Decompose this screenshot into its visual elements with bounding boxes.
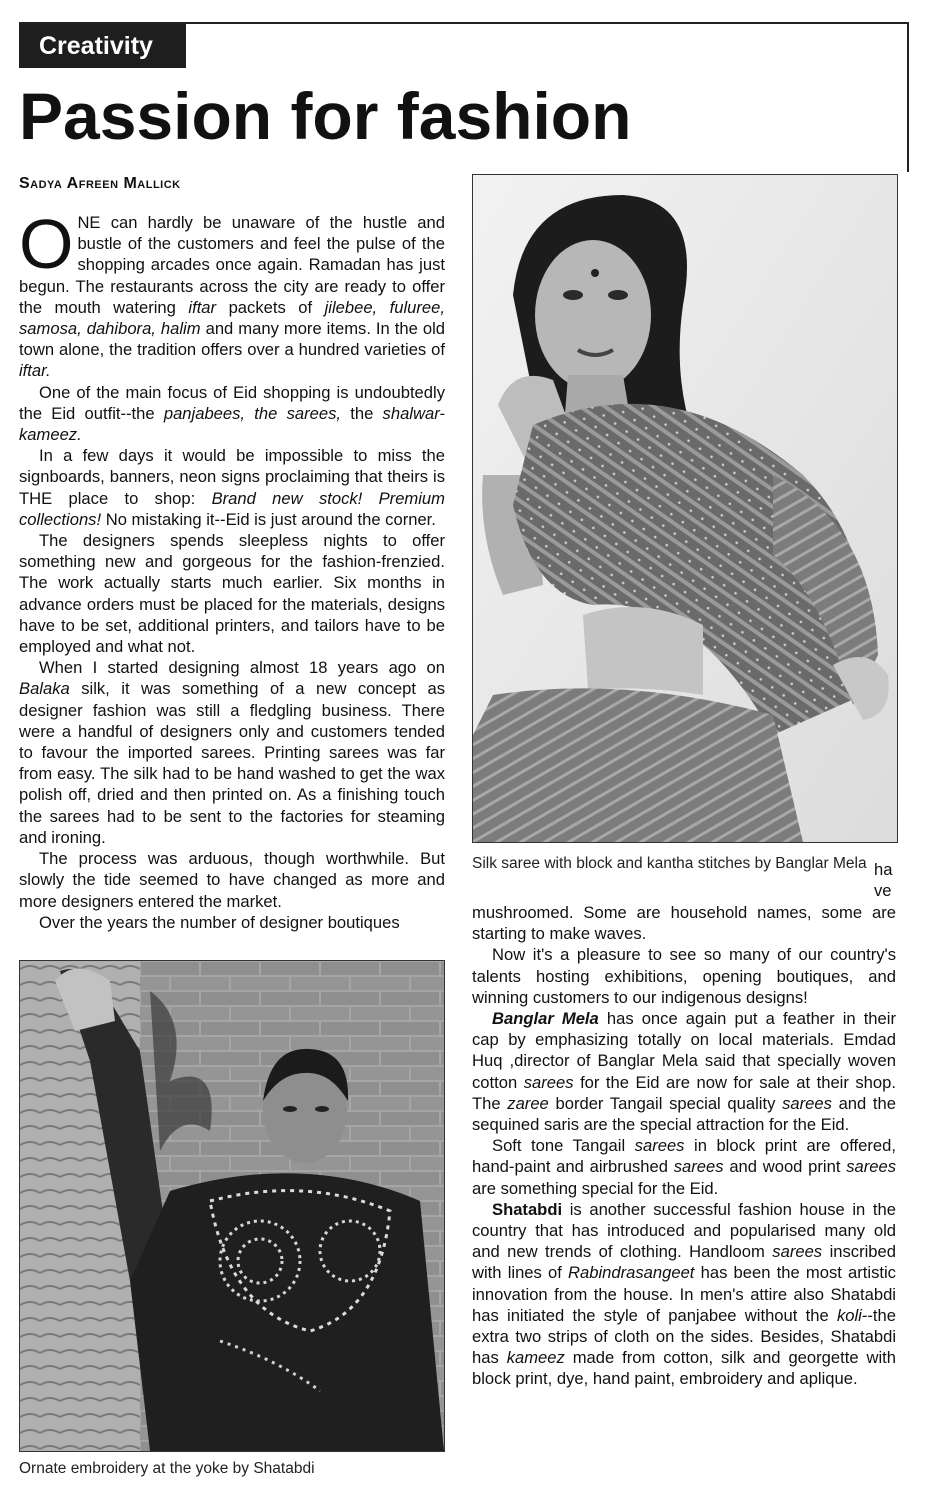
headline: Passion for fashion xyxy=(19,79,632,153)
paragraph-11: Soft tone Tangail sarees in block print are offered, hand-paint and airbrushed sarees and wood print sarees are something special for the Eid. xyxy=(472,1136,896,1198)
right-rule xyxy=(907,22,909,172)
paragraph-4: The designers spends sleepless nights to offer something new and gorgeous for the fashion-frenzied. The work actually starts much earlier. Six months in advance orders must be placed for the materials, designs have to be set, additional printers, and tailors have to be employed and what not. xyxy=(19,531,445,657)
saree-photo xyxy=(472,174,898,843)
text-fragment-a: ha xyxy=(874,860,893,879)
section-label: Creativity xyxy=(19,24,186,68)
paragraph-10: Banglar Mela has once again put a feather in their cap by emphasizing totally on local materials. Emdad Huq ,director of Banglar Mela said that specially woven cotton sarees for the Eid are now for sale at their shop. The zaree border Tangail special quality sarees and the sequined saris are the special attraction for the Eid. xyxy=(472,1009,896,1135)
panjabee-model-illustration xyxy=(20,961,444,1451)
article-column-1 xyxy=(19,205,445,933)
paragraph-2: One of the main focus of Eid shopping is undoubtedly the Eid outfit--the panjabees, the sarees, the shalwar-kameez. xyxy=(19,382,445,445)
paragraph-5: When I started designing almost 18 years ago on Balaka silk, it was something of a new concept as designer fashion was still a fledgling business. There were a handful of designers only and customers tended to favour the imported sarees. Printing sarees was far from easy. The silk had to be hand washed to get the wax polish off, dried and then printed on. As a finishing touch the sarees had to be sent to the factories for steaming and ironing. xyxy=(19,658,445,847)
paragraph-6: The process was arduous, though worthwhile. But slowly the tide seemed to have changed as more and more designers entered the market. xyxy=(19,849,445,911)
saree-photo-caption: Silk saree with block and kantha stitches by Banglar Mela xyxy=(472,855,867,872)
paragraph-12: Shatabdi is another successful fashion house in the country that has introduced and popularised many old and new trends of clothing. Handloom sarees inscribed with lines of Rabindrasangeet has been the most artistic innovation from the house. In men's attire also Shatabdi has initiated the style of panjabee without the koli--the extra two strips of cloth on the sides. Besides, Shatabdi has kameez made from cotton, silk and georgette with block print, dye, hand paint, embroidery and aplique. xyxy=(472,1199,896,1389)
paragraph-3: In a few days it would be impossible to miss the signboards, banners, neon signs proclaiming that theirs is THE place to shop: Brand new stock! Premium collections! No mistaking it--Eid is just around the corner. xyxy=(19,446,445,529)
text-fragment-b: ve xyxy=(874,881,892,900)
panjabee-photo xyxy=(19,960,445,1452)
paragraph-8: mushroomed. Some are household names, some are starting to make waves. xyxy=(472,903,896,944)
saree-model-illustration xyxy=(473,175,897,842)
drop-cap: O xyxy=(19,205,74,283)
article-column-2 xyxy=(472,902,896,1390)
panjabee-photo-caption: Ornate embroidery at the yoke by Shatabdi xyxy=(19,1460,315,1477)
paragraph-9: Now it's a pleasure to see so many of our country's talents hosting exhibitions, opening boutiques, and winning customers to our indigenous designs! xyxy=(472,945,896,1007)
paragraph-1: ONE can hardly be unaware of the hustle and bustle of the customers and feel the pulse of the shopping arcades once again. Ramadan has just begun. The restaurants across the city are ready to offer the mouth watering iftar packets of jilebee, fuluree, samosa, dahibora, halim and many more items. In the old town alone, the tradition offers over a hundred varieties of iftar. xyxy=(19,205,445,381)
byline: Sadya Afreen Mallick xyxy=(19,175,181,192)
paragraph-7: Over the years the number of designer boutiques xyxy=(39,912,400,932)
